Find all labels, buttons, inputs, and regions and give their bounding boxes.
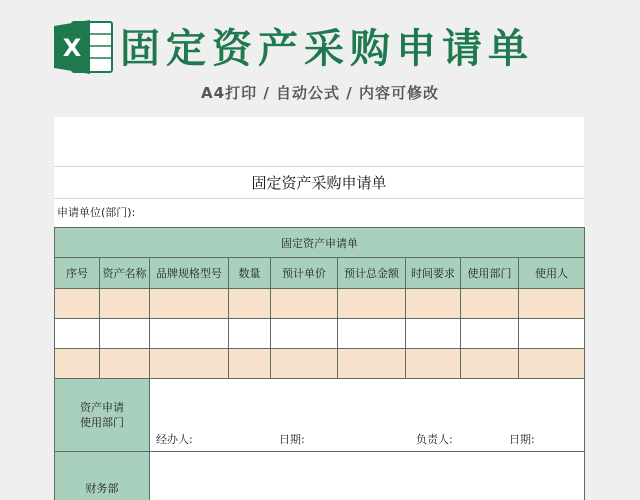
form-title[interactable]: 固定资产采购申请单 bbox=[54, 167, 584, 199]
column-header[interactable]: 序号 bbox=[55, 258, 100, 289]
table-cell[interactable] bbox=[150, 349, 229, 379]
request-table bbox=[54, 227, 585, 500]
table-cell[interactable] bbox=[519, 289, 585, 319]
table-cell[interactable] bbox=[55, 349, 100, 379]
column-header[interactable]: 预计单价 bbox=[271, 258, 338, 289]
table-cell[interactable] bbox=[55, 319, 100, 349]
table-cell[interactable] bbox=[55, 289, 100, 319]
table-cell[interactable] bbox=[519, 319, 585, 349]
table-cell[interactable] bbox=[338, 349, 406, 379]
table-cell[interactable] bbox=[150, 319, 229, 349]
table-row bbox=[55, 319, 585, 349]
handler-label: 经办人: bbox=[156, 433, 193, 446]
page-subtitle: A4打印 / 自动公式 / 内容可修改 bbox=[201, 84, 439, 102]
page-title: 固定资产采购申请单 bbox=[120, 26, 534, 72]
column-header[interactable]: 品牌规格型号 bbox=[150, 258, 229, 289]
date-label: 日期: bbox=[509, 433, 535, 446]
column-header[interactable]: 使用人 bbox=[519, 258, 585, 289]
column-header-row bbox=[55, 258, 585, 289]
table-title[interactable]: 固定资产申请单 bbox=[55, 228, 585, 258]
table-cell[interactable] bbox=[338, 289, 406, 319]
table-cell[interactable] bbox=[406, 289, 461, 319]
table-cell[interactable] bbox=[100, 319, 150, 349]
section-label-applicant[interactable] bbox=[55, 379, 150, 452]
column-header[interactable]: 预计总金额 bbox=[338, 258, 406, 289]
spreadsheet-sheet bbox=[54, 117, 584, 500]
excel-icon bbox=[52, 18, 114, 76]
section-row-applicant bbox=[55, 379, 585, 452]
table-cell[interactable] bbox=[338, 319, 406, 349]
responsible-label: 负责人: bbox=[416, 433, 453, 446]
section-label-line: 资产申请 bbox=[80, 401, 124, 414]
table-cell[interactable] bbox=[461, 319, 519, 349]
sheet-top-blank[interactable] bbox=[54, 117, 584, 167]
banner bbox=[0, 0, 640, 116]
date-label: 日期: bbox=[279, 433, 305, 446]
table-cell[interactable] bbox=[229, 319, 271, 349]
table-row bbox=[55, 289, 585, 319]
section-label-line: 财务部 bbox=[85, 481, 119, 495]
table-cell[interactable] bbox=[229, 289, 271, 319]
table-cell[interactable] bbox=[271, 319, 338, 349]
table-cell[interactable] bbox=[150, 289, 229, 319]
column-header[interactable]: 资产名称 bbox=[100, 258, 150, 289]
column-header[interactable]: 时间要求 bbox=[406, 258, 461, 289]
unit-field-label[interactable]: 申请单位(部门): bbox=[57, 206, 136, 219]
table-cell[interactable] bbox=[271, 349, 338, 379]
logo-letter: X bbox=[62, 34, 82, 62]
column-header[interactable]: 数量 bbox=[229, 258, 271, 289]
section-body-applicant[interactable] bbox=[150, 379, 585, 452]
table-cell[interactable] bbox=[461, 349, 519, 379]
table-cell[interactable] bbox=[229, 349, 271, 379]
column-header[interactable]: 使用部门 bbox=[461, 258, 519, 289]
table-cell[interactable] bbox=[519, 349, 585, 379]
section-body-finance[interactable] bbox=[150, 452, 585, 500]
section-label-finance[interactable] bbox=[55, 452, 150, 500]
table-cell[interactable] bbox=[406, 319, 461, 349]
section-label-line: 使用部门 bbox=[80, 416, 124, 429]
table-cell[interactable] bbox=[100, 349, 150, 379]
table-row bbox=[55, 349, 585, 379]
section-row-finance bbox=[55, 452, 585, 500]
table-cell[interactable] bbox=[100, 289, 150, 319]
table-cell[interactable] bbox=[406, 349, 461, 379]
table-cell[interactable] bbox=[271, 289, 338, 319]
table-cell[interactable] bbox=[461, 289, 519, 319]
